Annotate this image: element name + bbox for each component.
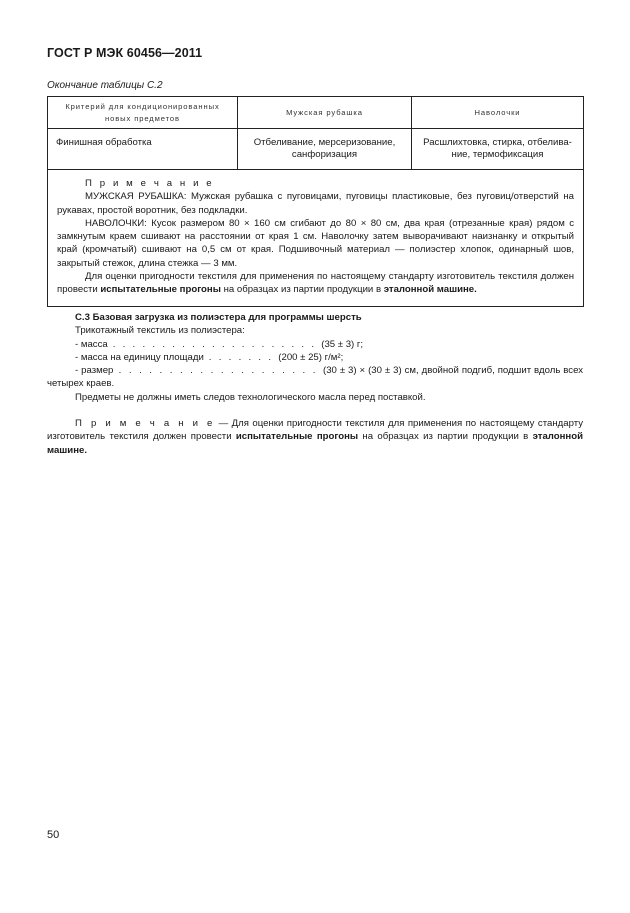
list-item: - масса на единицу площади . . . . . . . (200 ± 25) г/м²; [75, 351, 344, 363]
section-intro: Трикотажный текстиль из полиэстера: [75, 325, 245, 337]
final-note: П р и м е ч а н и е — Для оценки пригодности текстиля для применения по настоящему стандарту изготовитель текстиля должен провести испытательные прогоны на образцах из партии продукции в эталонной машине. [47, 418, 583, 456]
oil-note: Предметы не должны иметь следов технологического масла перед поставкой. [75, 391, 426, 403]
column-header-shirt: Мужская рубашка [238, 97, 412, 129]
conditioning-table [47, 96, 584, 307]
table-note [48, 170, 584, 307]
document-header: ГОСТ Р МЭК 60456—2011 [47, 46, 203, 60]
column-header-pillow: Наволочки [412, 97, 584, 129]
table-header-row [48, 97, 584, 129]
section-title: С.3 Базовая загрузка из полиэстера для программы шерсть [75, 312, 362, 323]
list-item: - масса . . . . . . . . . . . . . . . . . . . . . (35 ± 3) г; [75, 338, 364, 350]
note-shirt-text: МУЖСКАЯ РУБАШКА: Мужская рубашка с пуговицами, пуговицы пластиковые, без пуговиц/отверстий на рукавах, простой воротник, без подкладки. [57, 191, 574, 216]
pillow-cell: Расшлихтовка, стирка, отбелива-ние, термофиксация [412, 129, 584, 170]
section-c3 [47, 311, 583, 457]
table-row [48, 129, 584, 170]
table-note-row [48, 170, 584, 307]
criterion-cell: Финишная обработка [48, 129, 238, 170]
list-item: - размер . . . . . . . . . . . . . . . . . . . . (30 ± 3) × (30 ± 3) см, двойной подгиб, подшит вдоль всех четырех краев. [47, 365, 584, 390]
note-final-text: Для оценки пригодности текстиля для применения по настоящему стандарту изготовитель текстиля должен провести испытательные прогоны на образцах из партии продукции в эталонной машине. [57, 271, 574, 296]
note-pillow-text: НАВОЛОЧКИ: Кусок размером 80 × 160 см сгибают до 80 × 80 см, два края (отрезанные края) рядом с замкнутым краем сшивают на расстоянии от края 1 см. Наволочку затем выворачивают наизнанку и открытый край (кромчатый) сшивают на 0,5 см от края. Подшивочный материал — полиэстер хлопок, одинарный шов, закрытый стежок, длина стежка — 3 мм. [57, 217, 574, 269]
note-title: П р и м е ч а н и е [85, 178, 215, 189]
page-number: 50 [47, 829, 60, 841]
shirt-cell: Отбеливание, мерсеризование, санфоризация [238, 129, 412, 170]
table-caption: Окончание таблицы С.2 [47, 80, 163, 91]
column-header-criterion: Критерий для кондиционированных новых предметов [48, 97, 238, 129]
